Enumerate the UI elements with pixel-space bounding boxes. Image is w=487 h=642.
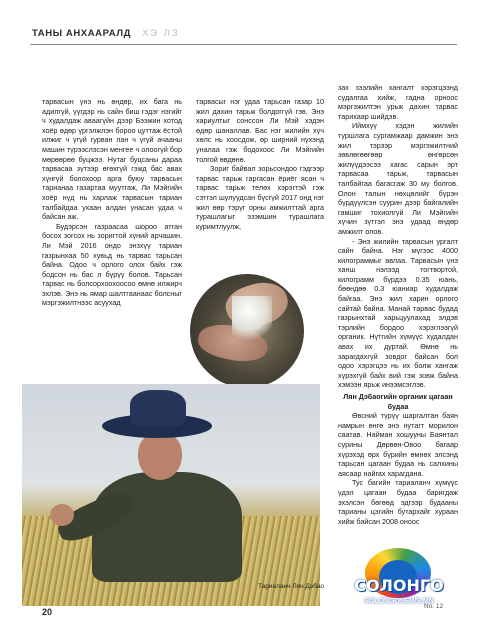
rice-grains <box>232 296 272 346</box>
issue-folio: No. 12 <box>424 603 444 610</box>
farmer-hand <box>50 504 74 526</box>
rice-in-hands-photo <box>190 274 304 388</box>
col1-paragraph: Будэрсэн газраасаа шороо атган босох зогсох нь зоригтой хүний арчашин. Ли Мэй 2016 ондо энзхүү тариан газрынхаа 50 хувьд нь тарвас тарьсан байна. Одоо ч орлого олох байх гэж бодсон нь бас л бүрүү болов. Тарьсан тарвас нь болсорхоохоосоо өмнө илжирч эхлэв. Энэ нь ямар шалтгаанаас болсныг мэргэжилтнээс асуухад <box>42 221 182 308</box>
col3-paragraph: - Энэ жилийн тарвасын ургалт сайн байна. Нэг мүгээс 4000 килограммыг авлаа. Тарвасын үнэ ханш нэлээд тогтвортой, килограмм бүрдээ 0.35 юань, бөөндөө 0.3 юаниар худалдаж байгаа. Энэ жил харин орлого сайтай байна. Манай тарвас будад газрынхтай харьцуулахад элдэв тэрлийн бордоо хэрэглээгүй органик. Нүтгийн хүмүүс худалдан авах их дуртай. Өмнө нь зарагдахгүй зовдог байсан бол одоо хэрэгцээ нь их болж хангаж хүрэхгүй байх вий гэж зовж байна хэмээн ярьж инээмсэглэв. <box>338 236 458 390</box>
farmer-face <box>138 432 182 480</box>
hat-crown <box>130 390 186 426</box>
section-header <box>32 28 180 39</box>
logo-wordmark: СОЛОНГО <box>354 576 444 595</box>
farmer-body <box>92 472 242 582</box>
header-rule <box>30 44 457 45</box>
col2-paragraph: Зориг байвал зорьсондоо гэдгээр тарвас тарьж гаргасан ёриёг ясан ч тарвас тарьж телөх хэрэгтэй гэж сэтгэл шулуудсан бүсгүй 2017 онд нэг жил өөр тэрүг орны амжилттай арга турашлагыг эзэмшин турашлага куримтлуулж, <box>196 164 324 231</box>
section-subtitle: ХЭ ЛЗ <box>142 28 180 39</box>
col3-paragraph: Иймхүү хэдэн жилийн туршлага сургамжаар дамжин энэ жил тэрээр мэргэжилтний зөвлөгөөгөөр өнгөрсөн жилүүдээсээ хагас сарын эрт тарвасаа тарьж, тарвасын талбайгаа багасгаж 30 му болгов. Олон талын нөхцөлийг бүрэн бүрдүүлсэн суурин дээр байгалийн гамшиг тохиолгүй Ли Мэйгийн хүчин зүтгэл энэ удаад өндөр амжилт олов. <box>338 121 458 236</box>
section-title: ТАНЫ АНХААРАЛД <box>32 28 131 39</box>
col3-paragraph: Тус багийн тариаланч хүмүүс үдэл цагаан будаа баригдаж эхэлсэн бөгөөд эдгээр будааны тарианы цэгийн бутархайг хураан хийж байсан 2008 оноос <box>338 478 458 526</box>
column-1 <box>42 97 182 308</box>
solongo-logo <box>343 546 455 614</box>
farmer-photo-caption: Тариаланч Лян Дэбао <box>258 583 325 590</box>
subheading: Лян Дэбаогийн органик цагаан будаа <box>343 392 453 411</box>
farmer-photo <box>22 384 320 606</box>
col3-paragraph: Өвсний түрүү шаргалтан баян намрын өнгө энэ нутагт морилон саатав. Найман хошууны Баянтал сурины Дөрвөн-Овоо багаар хүрэхэд өрх бүрийн өмнөх элсэнд тарьсан цагаан будаа нь салхины аясаар найгах харагдана. <box>338 411 458 478</box>
column-3 <box>338 83 458 526</box>
column-2 <box>196 97 324 231</box>
logo-url: SOLONGONEWS.MN <box>364 598 434 605</box>
page-number: 20 <box>42 607 53 617</box>
col3-paragraph: зах зээлийн хангалт хэрэгцээнд судалгаа хийж, гадна орноос мэргэжилтэн урьж дахин тарвас тарихаар шийдэв. <box>338 83 458 121</box>
col2-paragraph: тарвасыг нэг удаа тарьсан газар 10 жил дахин тарьж болдоггүй гэв. Энэ хариултыг сонссон Ли Мэй хэдэн өдөр шаналлав. Бас нэг жилийн хүч хөлс нь хоосдож, өр ширний нүхэнд уналаа гэж бодохоос Ли Мэйгийн толгой өвдөнө. <box>196 97 324 164</box>
col1-paragraph: тарвасын үнэ нь өндөр, их бага нь адилгүй, үүгдэр нь сайн биш гэдэг нэгийг ч худалдаж аваагүйн дээр Бээжин хотод хоёр өдөр үргэлжлэн бороо цуттаж ёстой илжиг ч үгүй гурван лан ч үгүй ачааны машин түрээслэсэн менгее ч олоогүй бор мөрөөрөө буцжээ. Нутаг буцсаны дараа тарвасаа зүтээр өгөхгүй гэжд бас аваx хүнгүй болохоор арга буюу тарвасын тарианаа газартаа муутгаж, Ли Мэйгийн хоёр нүд нь харлаж тарвасын тариан талбайдаа ухаан алдан унасан удаа ч байсан аж. <box>42 97 182 222</box>
